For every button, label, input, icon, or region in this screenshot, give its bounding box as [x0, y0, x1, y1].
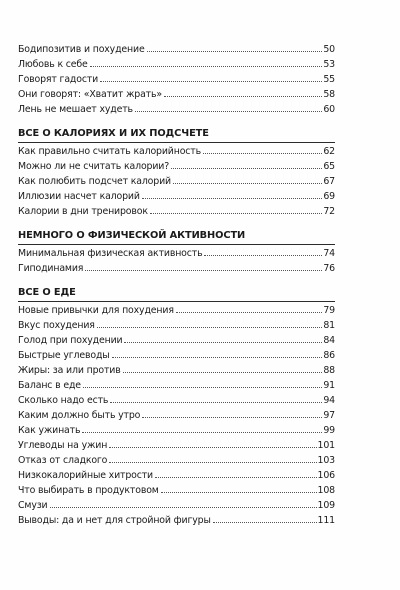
dot-leader [109, 462, 316, 463]
toc-entry [18, 393, 335, 408]
toc-entry [18, 159, 335, 174]
toc-entry-title: Баланс в еде [18, 380, 81, 391]
toc-entry-page: 50 [323, 44, 335, 55]
toc-entry [18, 189, 335, 204]
toc-entry-page: 106 [317, 470, 335, 481]
dot-leader [161, 492, 317, 493]
toc-entry-page: 53 [323, 59, 335, 70]
toc-entry-title: Как полюбить подсчет калорий [18, 176, 171, 187]
toc-entry-page: 94 [323, 395, 335, 406]
dot-leader [135, 111, 322, 112]
section-gap [18, 276, 335, 286]
toc-entry-title: Можно ли не считать калории? [18, 161, 170, 172]
toc-entry-page: 99 [323, 425, 335, 436]
toc-entry [18, 423, 335, 438]
toc-entry [18, 204, 335, 219]
toc-entry [18, 57, 335, 72]
toc-entry-page: 67 [323, 176, 335, 187]
toc-entry-title: Бодипозитив и похудение [18, 44, 145, 55]
toc-entry-page: 60 [323, 104, 335, 115]
toc-section-food [18, 286, 335, 528]
toc-entry [18, 318, 335, 333]
toc-entry [18, 513, 335, 528]
toc-entry-page: 69 [323, 191, 335, 202]
toc-entry [18, 468, 335, 483]
toc-entry-title: Вкус похудения [18, 320, 95, 331]
table-of-contents [18, 42, 335, 528]
toc-entry-page: 111 [317, 515, 335, 526]
toc-entry [18, 246, 335, 261]
dot-leader [82, 432, 322, 433]
toc-entry-page: 72 [323, 206, 335, 217]
toc-group-intro [18, 42, 335, 117]
toc-entry [18, 348, 335, 363]
dot-leader [164, 96, 322, 97]
toc-entry-page: 108 [317, 485, 335, 496]
toc-entry [18, 333, 335, 348]
toc-entry-title: Быстрые углеводы [18, 350, 110, 361]
toc-entry [18, 483, 335, 498]
toc-entry [18, 42, 335, 57]
toc-entry-page: 86 [323, 350, 335, 361]
dot-leader [90, 66, 323, 67]
toc-entry-page: 76 [323, 263, 335, 274]
dot-leader [155, 477, 317, 478]
toc-entry-title: Калории в дни тренировок [18, 206, 148, 217]
toc-entry-page: 103 [317, 455, 335, 466]
toc-entry [18, 261, 335, 276]
toc-entry-page: 62 [323, 146, 335, 157]
toc-entry-page: 91 [323, 380, 335, 391]
toc-entry-title: Любовь к себе [18, 59, 88, 70]
toc-entry [18, 144, 335, 159]
toc-entry [18, 438, 335, 453]
toc-entry-page: 58 [323, 89, 335, 100]
toc-entry-title: Иллюзии насчет калорий [18, 191, 140, 202]
toc-entry-page: 81 [323, 320, 335, 331]
toc-entry-page: 79 [323, 305, 335, 316]
toc-entry [18, 72, 335, 87]
toc-entry [18, 408, 335, 423]
toc-entry-title: Как правильно считать калорийность [18, 146, 201, 157]
dot-leader [97, 327, 323, 328]
dot-leader [176, 312, 323, 313]
toc-entry-title: Каким должно быть утро [18, 410, 141, 421]
toc-entry-page: 65 [323, 161, 335, 172]
dot-leader [50, 507, 317, 508]
toc-entry-title: Углеводы на ужин [18, 440, 108, 451]
dot-leader [171, 168, 322, 169]
toc-entry-title: Отказ от сладкого [18, 455, 108, 466]
toc-entry-title: Сколько надо есть [18, 395, 109, 406]
dot-leader [203, 153, 322, 154]
dot-leader [83, 387, 322, 388]
section-heading: ВСЕ О ЕДЕ [18, 287, 76, 298]
toc-entry-title: Выводы: да и нет для стройной фигуры [18, 515, 211, 526]
toc-entry-title: Низкокалорийные хитрости [18, 470, 153, 481]
section-heading: ВСЕ О КАЛОРИЯХ И ИХ ПОДСЧЕТЕ [18, 128, 209, 139]
toc-entry [18, 102, 335, 117]
toc-entry-title: Смузи [18, 500, 48, 511]
dot-leader [204, 255, 322, 256]
toc-entry-page: 101 [317, 440, 335, 451]
toc-entry [18, 303, 335, 318]
toc-entry-title: Как ужинать [18, 425, 81, 436]
toc-entry-title: Минимальная физическая активность [18, 248, 203, 259]
toc-entry-title: Лень не мешает худеть [18, 104, 133, 115]
section-divider [18, 142, 335, 143]
dot-leader [123, 372, 323, 373]
section-gap [18, 219, 335, 229]
toc-entry-page: 109 [317, 500, 335, 511]
dot-leader [142, 198, 323, 199]
toc-entry-title: Голод при похудении [18, 335, 123, 346]
dot-leader [85, 270, 322, 271]
toc-entry-page: 88 [323, 365, 335, 376]
dot-leader [150, 213, 323, 214]
dot-leader [147, 51, 323, 52]
toc-entry-page: 74 [323, 248, 335, 259]
toc-entry-page: 55 [323, 74, 335, 85]
toc-section-calories [18, 127, 335, 219]
section-gap [18, 117, 335, 127]
dot-leader [100, 81, 322, 82]
toc-entry-title: Жиры: за или против [18, 365, 121, 376]
toc-entry [18, 498, 335, 513]
section-divider [18, 301, 335, 302]
dot-leader [109, 447, 316, 448]
toc-entry-title: Новые привычки для похудения [18, 305, 174, 316]
toc-entry-title: Гиподинамия [18, 263, 84, 274]
dot-leader [124, 342, 322, 343]
toc-entry [18, 378, 335, 393]
dot-leader [112, 357, 323, 358]
toc-entry-page: 97 [323, 410, 335, 421]
section-divider [18, 244, 335, 245]
toc-entry-title: Говорят гадости [18, 74, 99, 85]
dot-leader [173, 183, 322, 184]
toc-entry [18, 363, 335, 378]
section-heading: НЕМНОГО О ФИЗИЧЕСКОЙ АКТИВНОСТИ [18, 230, 246, 241]
toc-entry [18, 174, 335, 189]
toc-section-activity [18, 229, 335, 276]
toc-entry-title: Что выбирать в продуктовом [18, 485, 159, 496]
toc-entry [18, 453, 335, 468]
toc-entry-title: Они говорят: «Хватит жрать» [18, 89, 162, 100]
dot-leader [213, 522, 317, 523]
toc-entry-page: 84 [323, 335, 335, 346]
dot-leader [142, 417, 322, 418]
toc-entry [18, 87, 335, 102]
dot-leader [110, 402, 322, 403]
